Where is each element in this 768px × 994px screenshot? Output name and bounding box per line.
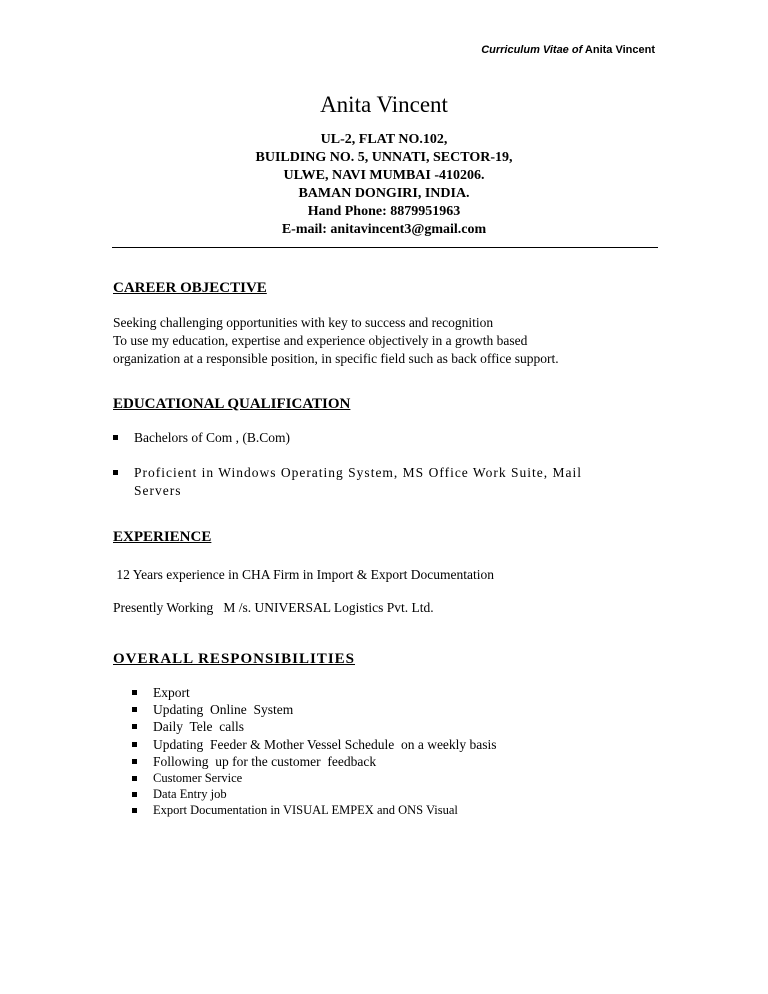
- contact-block: [0, 131, 768, 239]
- list-item: [132, 718, 497, 735]
- objective-line-3: organization at a responsible position, in specific field such as back office support.: [113, 351, 559, 366]
- bullet-icon: [132, 742, 137, 747]
- objective-line-2: To use my education, expertise and experience objectively in a growth based: [113, 333, 528, 348]
- header-prefix: Curriculum Vitae of: [481, 44, 583, 56]
- bullet-icon: [113, 470, 118, 475]
- experience-heading: EXPERIENCE: [113, 529, 212, 545]
- address-line-2: BUILDING NO. 5, UNNATI, SECTOR-19,: [255, 150, 513, 165]
- header-divider: [112, 247, 658, 248]
- list-item-text: Daily Tele calls: [153, 719, 245, 735]
- phone-line: Hand Phone: 8879951963: [307, 204, 461, 219]
- header-name: Anita Vincent: [584, 44, 655, 56]
- list-item-text: Data Entry job: [153, 786, 227, 801]
- bullet-icon: [132, 792, 137, 797]
- career-objective-text: [113, 314, 559, 368]
- list-item: [132, 770, 497, 786]
- bullet-icon: [132, 690, 137, 695]
- list-item-text: Updating Feeder & Mother Vessel Schedule on a weekly basis: [153, 736, 497, 752]
- list-item-text: Export Documentation in VISUAL EMPEX and ONS Visual: [153, 802, 458, 817]
- education-item-text: Bachelors of Com , (B.Com): [134, 430, 290, 445]
- list-item-text: Following up for the customer feedback: [153, 753, 377, 769]
- list-item: [132, 701, 497, 718]
- list-item: [132, 684, 497, 701]
- list-item-text: Customer Service: [153, 770, 243, 785]
- list-item: [132, 736, 497, 753]
- bullet-icon: [132, 707, 137, 712]
- education-item-text: Proficient in Windows Operating System, MS Office Work Suite, Mail Servers: [134, 465, 582, 498]
- candidate-name: Anita Vincent: [320, 92, 448, 117]
- responsibilities-list: [132, 684, 497, 817]
- career-objective-heading: CAREER OBJECTIVE: [113, 280, 267, 296]
- bullet-icon: [132, 724, 137, 729]
- experience-summary: 12 Years experience in CHA Firm in Import & Export Documentation: [113, 567, 494, 582]
- education-heading: EDUCATIONAL QUALIFICATION: [113, 396, 351, 412]
- address-line-4: BAMAN DONGIRI, INDIA.: [298, 186, 470, 201]
- bullet-icon: [132, 808, 137, 813]
- email-line: E-mail: anitavincent3@gmail.com: [281, 222, 487, 237]
- current-employer: Presently Working M /s. UNIVERSAL Logistics Pvt. Ltd.: [113, 600, 434, 615]
- education-item: [113, 464, 633, 500]
- address-line-1: UL-2, FLAT NO.102,: [320, 132, 448, 147]
- list-item-text: Export: [153, 685, 190, 700]
- list-item: [132, 753, 497, 770]
- objective-line-1: Seeking challenging opportunities with key to success and recognition: [113, 315, 494, 330]
- list-item-text: Updating Online System: [153, 702, 294, 718]
- responsibilities-heading: OVERALL RESPONSIBILITIES: [113, 651, 355, 667]
- bullet-icon: [113, 435, 118, 440]
- bullet-icon: [132, 776, 137, 781]
- list-item: [132, 802, 497, 818]
- address-line-3: ULWE, NAVI MUMBAI -410206.: [283, 168, 485, 183]
- list-item: [132, 786, 497, 802]
- education-item: [113, 429, 290, 447]
- bullet-icon: [132, 759, 137, 764]
- page-header: [481, 44, 655, 56]
